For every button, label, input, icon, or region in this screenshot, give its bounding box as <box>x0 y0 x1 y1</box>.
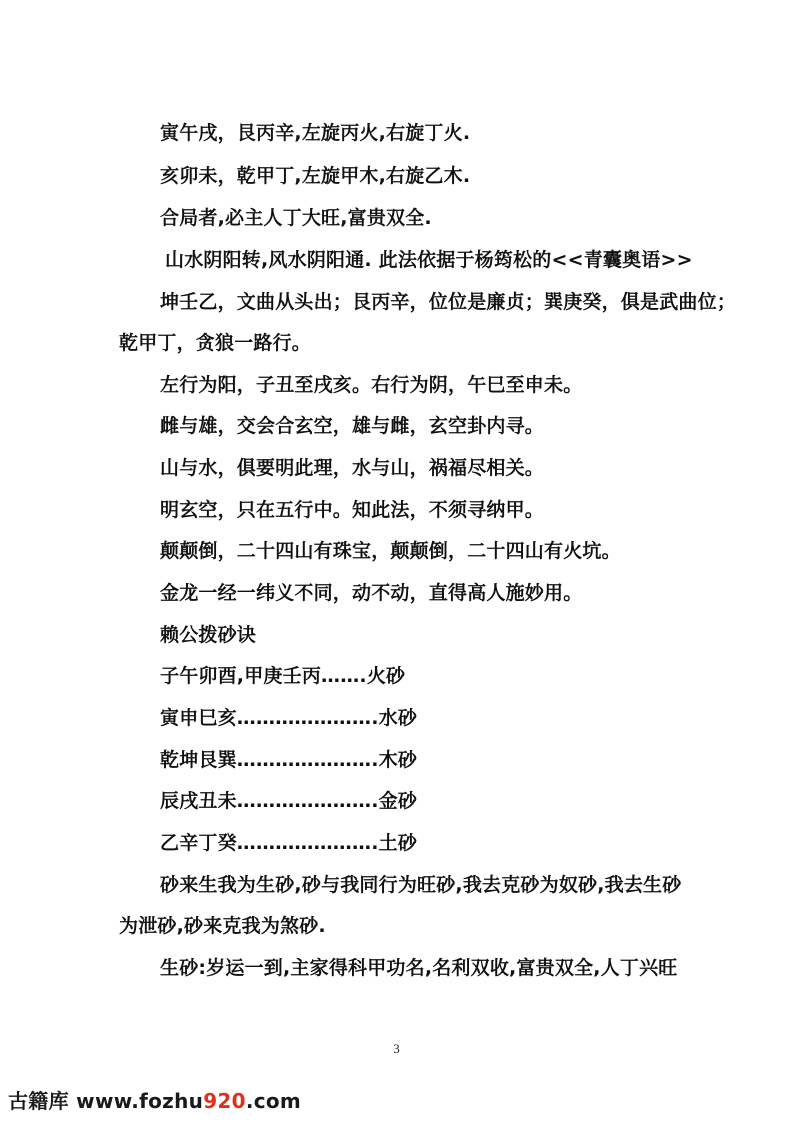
text-line: 山与水，俱要明此理，水与山，祸福尽相关。 <box>160 457 545 479</box>
text-line: 寅申巳亥………………….水砂 <box>160 707 418 729</box>
text-line: 砂来生我为生砂,砂与我同行为旺砂,我去克砂为奴砂,我去生砂 <box>160 874 682 896</box>
text-line: 子午卯酉,甲庚壬丙…….火砂 <box>160 665 406 687</box>
text-line: 金龙一经一纬义不同，动不动，直得高人施妙用。 <box>160 582 583 604</box>
text-line: 山水阴阳转,风水阴阳通. 此法依据于杨筠松的<<青囊奥语>> <box>165 249 693 271</box>
text-line: 坤壬乙，文曲从头出；艮丙辛，位位是廉贞；巽庚癸，俱是武曲位； <box>160 291 737 313</box>
text-line: 为泄砂,砂来克我为煞砂. <box>119 915 326 937</box>
section-heading: 赖公拨砂诀 <box>160 624 257 646</box>
text-line: 明玄空，只在五行中。知此法，不须寻纳甲。 <box>160 499 545 521</box>
watermark <box>8 1085 301 1114</box>
text-line: 颠颠倒，二十四山有珠宝，颠颠倒，二十四山有火坑。 <box>160 540 621 562</box>
watermark-url-number: 920 <box>203 1089 246 1113</box>
text-line: 亥卯未，乾甲丁,左旋甲木,右旋乙木. <box>160 165 471 187</box>
watermark-url-suffix: .com <box>245 1089 302 1113</box>
page-number: 3 <box>393 1041 400 1056</box>
text-line: 乾甲丁，贪狼一路行。 <box>119 332 312 354</box>
text-line: 合局者,必主人丁大旺,富贵双全. <box>160 207 432 229</box>
text-line: 左行为阳，子丑至戌亥。右行为阴，午巳至申未。 <box>160 374 583 396</box>
watermark-site-name: 古籍库 <box>8 1089 69 1113</box>
text-line: 生砂:岁运一到,主家得科甲功名,名利双收,富贵双全,人丁兴旺 <box>160 957 678 979</box>
text-line: 寅午戌，艮丙辛,左旋丙火,右旋丁火. <box>160 122 471 144</box>
text-line: 乙辛丁癸………………….土砂 <box>160 832 418 854</box>
watermark-url-prefix: www.fozhu <box>76 1089 204 1113</box>
text-line: 乾坤艮巽………………….木砂 <box>160 749 418 771</box>
text-line: 辰戌丑未………………….金砂 <box>160 790 418 812</box>
text-line: 雌与雄，交会合玄空，雄与雌，玄空卦内寻。 <box>160 415 545 437</box>
